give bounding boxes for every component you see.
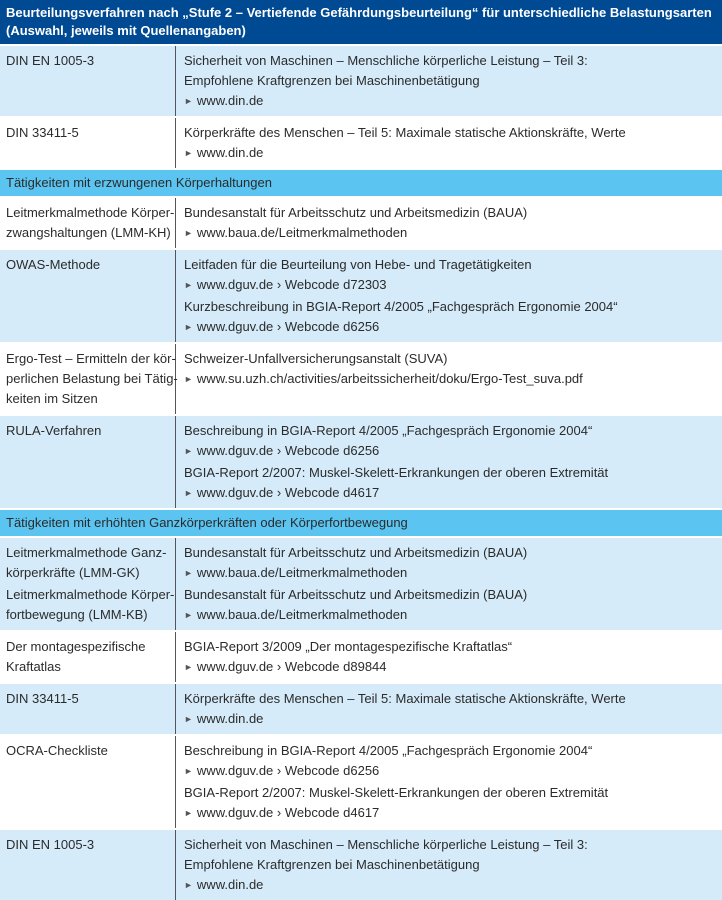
source-link-text[interactable]: www.dguv.de › Webcode d6256 [196, 319, 380, 334]
table-row [0, 46, 722, 116]
source-link[interactable] [184, 91, 716, 111]
source-cell [176, 416, 722, 508]
source-entry [184, 585, 716, 625]
section-header: Tätigkeiten mit erzwungenen Körperhaltungen [0, 170, 722, 196]
source-link-text[interactable]: www.dguv.de › Webcode d89844 [196, 659, 387, 674]
table-row [0, 736, 722, 828]
method-name [6, 255, 175, 275]
source-entry [184, 783, 716, 823]
section-header: Tätigkeiten mit erhöhten Ganzkörperkräften oder Körperfortbewegung [0, 510, 722, 536]
method-name-line: OWAS-Methode [6, 257, 101, 272]
method-cell [0, 118, 176, 168]
method-name-line: Ergo-Test – Ermitteln der kör- [6, 351, 176, 366]
method-name-line: keiten im Sitzen [6, 391, 98, 406]
table-row [0, 632, 722, 682]
source-cell [176, 632, 722, 682]
source-link[interactable] [184, 803, 716, 823]
source-text: BGIA-Report 2/2007: Muskel-Skelett-Erkrankungen der oberen Extremität [184, 785, 609, 800]
method-name-line: RULA-Verfahren [6, 423, 102, 438]
method-name-line: fortbewegung (LMM-KB) [6, 607, 148, 622]
source-link[interactable] [184, 605, 716, 625]
method-name [6, 835, 175, 855]
arrow-right-icon: ► [184, 96, 193, 106]
source-link[interactable] [184, 369, 716, 389]
source-entry [184, 421, 716, 461]
source-link-text[interactable]: www.baua.de/Leitmerkmalmethoden [196, 607, 408, 622]
source-link[interactable] [184, 223, 716, 243]
table-title-line: Beurteilungsverfahren nach „Stufe 2 – Vertiefende Gefährdungsbeurteilung“ für unterschiedliche Belastungsarten [6, 5, 712, 20]
method-cell [0, 344, 176, 414]
source-entry [184, 297, 716, 337]
source-entry [184, 835, 716, 895]
source-cell [176, 830, 722, 900]
source-link-text[interactable]: www.dguv.de › Webcode d6256 [196, 443, 380, 458]
source-entry [184, 255, 716, 295]
source-link-text[interactable]: www.su.uzh.ch/activities/arbeitssicherheit/doku/Ergo-Test_suva.pdf [196, 371, 583, 386]
table-row [0, 684, 722, 734]
source-text: Sicherheit von Maschinen – Menschliche körperliche Leistung – Teil 3: [184, 53, 588, 68]
method-name-line: Leitmerkmalmethode Körper- [6, 587, 175, 602]
arrow-right-icon: ► [184, 446, 193, 456]
method-name [6, 51, 175, 71]
arrow-right-icon: ► [184, 714, 193, 724]
table-title-line: (Auswahl, jeweils mit Quellenangaben) [6, 23, 246, 38]
source-text: Beschreibung in BGIA-Report 4/2005 „Fachgespräch Ergonomie 2004“ [184, 423, 593, 438]
method-name [6, 689, 175, 709]
source-text: BGIA-Report 3/2009 „Der montagespezifische Kraftatlas“ [184, 639, 513, 654]
method-cell [0, 46, 176, 116]
method-cell [0, 198, 176, 248]
arrow-right-icon: ► [184, 662, 193, 672]
source-cell [176, 684, 722, 734]
method-cell [0, 736, 176, 828]
method-name [6, 543, 175, 583]
source-cell [176, 198, 722, 248]
method-name [6, 421, 175, 441]
table-row [0, 538, 722, 630]
method-name-line: DIN 33411-5 [6, 125, 79, 140]
source-text: Beschreibung in BGIA-Report 4/2005 „Fachgespräch Ergonomie 2004“ [184, 743, 593, 758]
arrow-right-icon: ► [184, 280, 193, 290]
method-name-line: Kraftatlas [6, 659, 61, 674]
method-name-line: Leitmerkmalmethode Ganz- [6, 545, 167, 560]
source-link-text[interactable]: www.din.de [196, 711, 264, 726]
method-name-line: DIN EN 1005-3 [6, 53, 95, 68]
arrow-right-icon: ► [184, 880, 193, 890]
source-link[interactable] [184, 143, 716, 163]
source-link-text[interactable]: www.baua.de/Leitmerkmalmethoden [196, 565, 408, 580]
method-name-line: DIN 33411-5 [6, 691, 79, 706]
method-name-line: körperkräfte (LMM-GK) [6, 565, 140, 580]
arrow-right-icon: ► [184, 148, 193, 158]
method-name [6, 585, 175, 625]
source-link[interactable] [184, 441, 716, 461]
source-text: Körperkräfte des Menschen – Teil 5: Maximale statische Aktionskräfte, Werte [184, 691, 626, 706]
source-entry [184, 741, 716, 781]
source-entry [184, 51, 716, 111]
table-title [0, 0, 722, 44]
arrow-right-icon: ► [184, 322, 193, 332]
source-link-text[interactable]: www.dguv.de › Webcode d6256 [196, 763, 380, 778]
table-row [0, 198, 722, 248]
source-entry [184, 203, 716, 243]
source-text: Empfohlene Kraftgrenzen bei Maschinenbetätigung [184, 73, 480, 88]
source-text: Bundesanstalt für Arbeitsschutz und Arbeitsmedizin (BAUA) [184, 205, 528, 220]
source-cell [176, 538, 722, 630]
source-text: Bundesanstalt für Arbeitsschutz und Arbeitsmedizin (BAUA) [184, 587, 528, 602]
source-text: Körperkräfte des Menschen – Teil 5: Maximale statische Aktionskräfte, Werte [184, 125, 626, 140]
arrow-right-icon: ► [184, 488, 193, 498]
source-entry [184, 463, 716, 503]
source-link[interactable] [184, 709, 716, 729]
source-link[interactable] [184, 875, 716, 895]
table-row [0, 830, 722, 900]
source-link-text[interactable]: www.din.de [196, 145, 264, 160]
source-link[interactable] [184, 563, 716, 583]
method-cell [0, 250, 176, 342]
method-cell [0, 632, 176, 682]
table-row [0, 416, 722, 508]
source-link-text[interactable]: www.din.de [196, 877, 264, 892]
arrow-right-icon: ► [184, 374, 193, 384]
method-name [6, 123, 175, 143]
method-cell [0, 416, 176, 508]
source-text: Schweizer-Unfallversicherungsanstalt (SUVA) [184, 351, 448, 366]
source-link[interactable] [184, 483, 716, 503]
source-text: Leitfaden für die Beurteilung von Hebe- und Tragetätigkeiten [184, 257, 532, 272]
method-cell [0, 684, 176, 734]
source-entry [184, 123, 716, 163]
method-name [6, 741, 175, 761]
method-name-line: Der montagespezifische [6, 639, 146, 654]
source-link[interactable] [184, 317, 716, 337]
source-text: BGIA-Report 2/2007: Muskel-Skelett-Erkrankungen der oberen Extremität [184, 465, 609, 480]
method-name-line: perlichen Belastung bei Tätig- [6, 371, 178, 386]
source-text: Empfohlene Kraftgrenzen bei Maschinenbetätigung [184, 857, 480, 872]
method-cell [0, 538, 176, 630]
source-link-text[interactable]: www.din.de [196, 93, 264, 108]
arrow-right-icon: ► [184, 808, 193, 818]
source-cell [176, 46, 722, 116]
source-link-text[interactable]: www.baua.de/Leitmerkmalmethoden [196, 225, 408, 240]
source-text: Kurzbeschreibung in BGIA-Report 4/2005 „Fachgespräch Ergonomie 2004“ [184, 299, 618, 314]
method-cell [0, 830, 176, 900]
method-name-line: OCRA-Checkliste [6, 743, 108, 758]
table-row [0, 344, 722, 414]
arrow-right-icon: ► [184, 228, 193, 238]
source-cell [176, 344, 722, 414]
method-name [6, 637, 175, 677]
source-link-text[interactable]: www.dguv.de › Webcode d4617 [196, 805, 380, 820]
source-cell [176, 250, 722, 342]
table-row [0, 118, 722, 168]
source-link-text[interactable]: www.dguv.de › Webcode d4617 [196, 485, 380, 500]
method-name-line: DIN EN 1005-3 [6, 837, 95, 852]
source-entry [184, 543, 716, 583]
source-link[interactable] [184, 657, 716, 677]
source-entry [184, 689, 716, 729]
method-name-line: Leitmerkmalmethode Körper- [6, 205, 175, 220]
table-row [0, 250, 722, 342]
source-text: Bundesanstalt für Arbeitsschutz und Arbeitsmedizin (BAUA) [184, 545, 528, 560]
arrow-right-icon: ► [184, 568, 193, 578]
arrow-right-icon: ► [184, 766, 193, 776]
source-link-text[interactable]: www.dguv.de › Webcode d72303 [196, 277, 387, 292]
method-name-line: zwangshaltungen (LMM-KH) [6, 225, 171, 240]
source-entry [184, 637, 716, 677]
source-text: Sicherheit von Maschinen – Menschliche körperliche Leistung – Teil 3: [184, 837, 588, 852]
method-name [6, 203, 175, 243]
source-cell [176, 736, 722, 828]
source-link[interactable] [184, 761, 716, 781]
arrow-right-icon: ► [184, 610, 193, 620]
source-entry [184, 349, 716, 389]
source-cell [176, 118, 722, 168]
method-name [6, 349, 178, 409]
source-link[interactable] [184, 275, 716, 295]
